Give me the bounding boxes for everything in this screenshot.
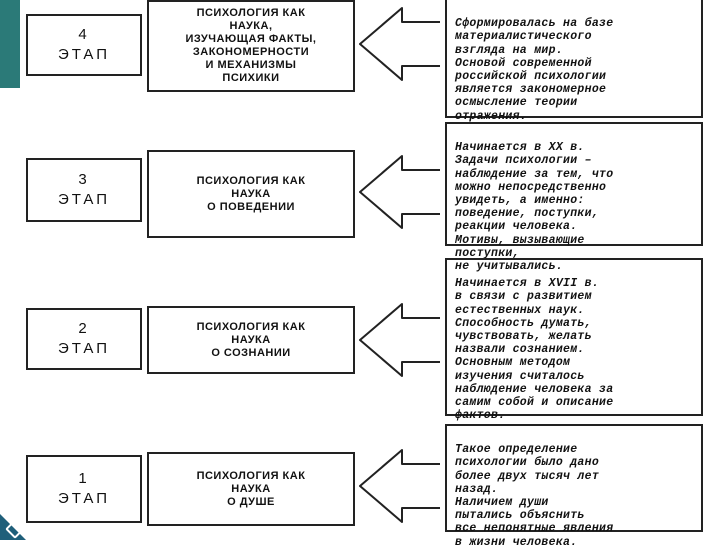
description-text: Сформировалась на базе материалистического взгляда на мир. Основой современной российской психологии является закономерное осмысление теории отражения. [455,17,614,123]
arrow-left-icon [360,156,440,228]
stage-label: ЭТАП [57,490,111,507]
description-text: Начинается в XX в. Задачи психологии – наблюдение за тем, что можно непосредственно увидеть, а именно: поведение, поступки, реакции человека. Мотивы, вызывающие поступки, не учитывались. [455,141,614,274]
arrow-left-icon [360,304,440,376]
arrow-left-icon [360,8,440,80]
stage-number: 3 [78,171,90,188]
stage-label: ЭТАП [57,340,111,357]
arrow-left-icon [360,450,440,522]
topic-text: ПСИХОЛОГИЯ КАК НАУКА, ИЗУЧАЮЩАЯ ФАКТЫ, ЗАКОНОМЕРНОСТИ И МЕХАНИЗМЫ ПСИХИКИ [185,7,317,84]
stage-label: ЭТАП [57,191,111,208]
stage-number: 1 [78,470,90,487]
topic-text: ПСИХОЛОГИЯ КАК НАУКА О ДУШЕ [196,469,306,508]
stage-number: 4 [78,26,90,43]
description-text: Начинается в XVII в. в связи с развитием естественных наук. Способность думать, чувствовать, желать назвали сознанием. Основным методом изучения считалось наблюдение человека за самим собой и описание фактов. [455,277,614,423]
topic-text: ПСИХОЛОГИЯ КАК НАУКА О СОЗНАНИИ [196,320,306,359]
stage-label: ЭТАП [57,46,111,63]
stage-number: 2 [78,320,90,337]
topic-text: ПСИХОЛОГИЯ КАК НАУКА О ПОВЕДЕНИИ [196,174,306,213]
description-text: Такое определение психологии было дано более двух тысяч лет назад. Наличием души пытались объяснить все непонятные явления в жизни человека. [455,443,614,549]
